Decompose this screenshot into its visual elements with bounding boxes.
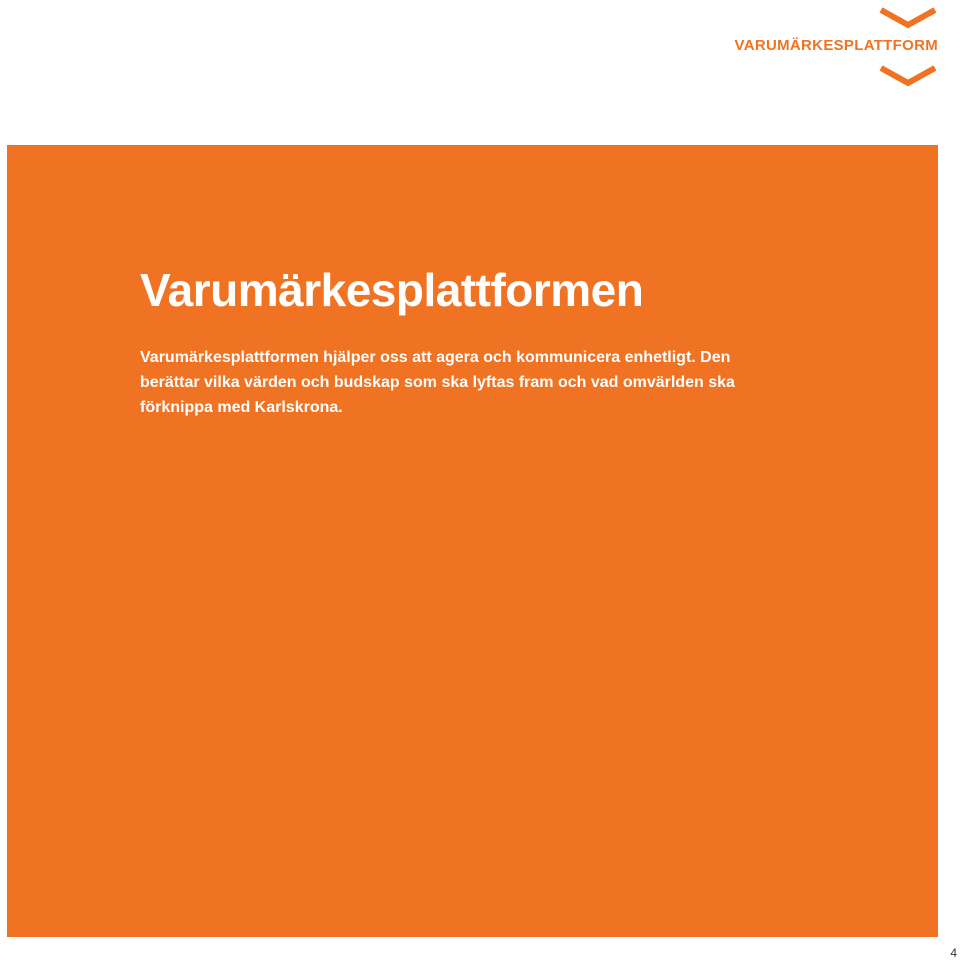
body-paragraph: Varumärkesplattformen hjälper oss att agera och kommunicera enhetligt. Den berättar vilka värden och budskap som ska lyftas fram och vad omvärlden ska förknippa med Karlskrona. (140, 349, 735, 416)
chevron-down-icon (878, 64, 938, 88)
content-panel (7, 145, 938, 937)
page-number: 4 (950, 946, 957, 960)
page-title: Varumärkesplattformen (140, 264, 644, 316)
chevron-down-icon (878, 6, 938, 30)
header-label: VARUMÄRKESPLATTFORM (734, 37, 938, 54)
